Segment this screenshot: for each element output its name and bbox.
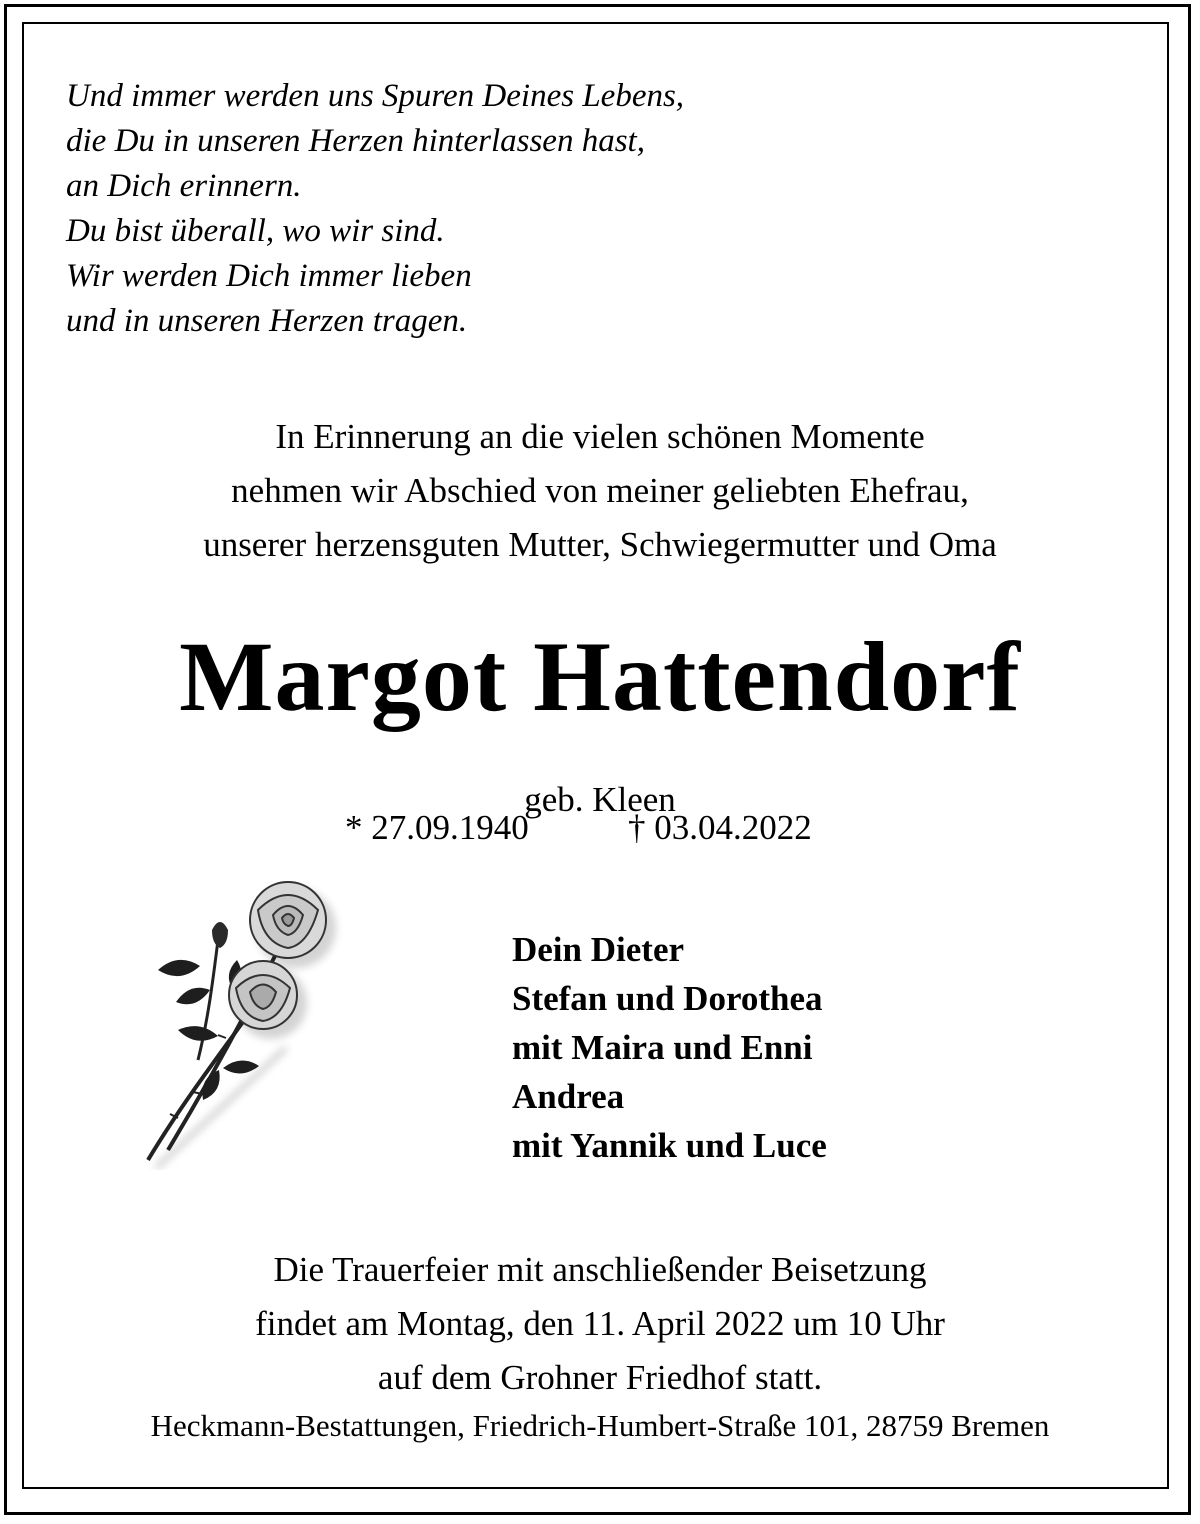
intro-line: In Erinnerung an die vielen schönen Momente: [275, 417, 925, 456]
intro-line: unserer herzensguten Mutter, Schwiegermutter und Oma: [203, 525, 997, 564]
ceremony-line: Die Trauerfeier mit anschließender Beisetzung: [273, 1250, 927, 1289]
undertaker-address: Heckmann-Bestattungen, Friedrich-Humbert-Straße 101, 28759 Bremen: [150, 1408, 1050, 1443]
deceased-name: Margot Hattendorf: [179, 621, 1021, 732]
death-date: † 03.04.2022: [628, 808, 812, 847]
verse-line: Und immer werden uns Spuren Deines Lebens,: [66, 78, 685, 114]
maiden-name: geb. Kleen: [524, 780, 676, 819]
verse-line: die Du in unseren Herzen hinterlassen hast,: [66, 123, 645, 159]
verse-line: Wir werden Dich immer lieben: [66, 258, 472, 294]
family-line: Dein Dieter: [512, 930, 685, 969]
family-line: Stefan und Dorothea: [512, 979, 823, 1018]
family-line: mit Maira und Enni: [512, 1028, 813, 1067]
family-signature: [512, 925, 827, 1170]
rose-icon: [138, 870, 368, 1170]
birth-date: * 27.09.1940: [345, 808, 529, 847]
ceremony-line: auf dem Grohner Friedhof statt.: [377, 1358, 823, 1397]
intro-text: [0, 410, 1200, 572]
ceremony-text: [0, 1243, 1200, 1405]
family-line: Andrea: [512, 1077, 625, 1116]
ceremony-line: findet am Montag, den 11. April 2022 um 10 Uhr: [255, 1304, 945, 1343]
verse-line: Du bist überall, wo wir sind.: [66, 213, 445, 249]
verse-line: und in unseren Herzen tragen.: [66, 303, 468, 339]
family-line: mit Yannik und Luce: [512, 1126, 827, 1165]
verse-line: an Dich erinnern.: [66, 168, 302, 204]
intro-line: nehmen wir Abschied von meiner geliebten Ehefrau,: [231, 471, 969, 510]
verse: [66, 74, 826, 344]
